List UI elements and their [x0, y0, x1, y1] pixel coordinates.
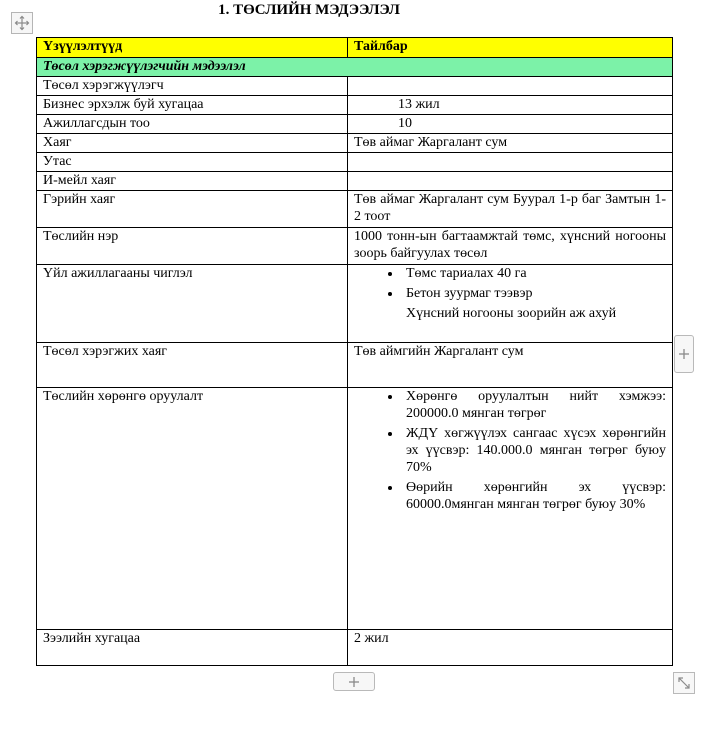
- section-title: 1. ТӨСЛИЙН МЭДЭЭЛЭЛ: [218, 2, 400, 18]
- list-item-continuation: Хүнсний ногооны зоорийн аж ахуй: [406, 306, 617, 321]
- table-row: [37, 343, 673, 388]
- header-description[interactable]: Тайлбар: [348, 38, 673, 58]
- row-label[interactable]: И-мейл хаяг: [37, 172, 348, 191]
- plus-icon: [678, 348, 690, 360]
- table-row: [37, 191, 673, 228]
- list-item: • ЖДҮ хөгжүүлэх сангаас хүсэх хөрөнгийн эх үүсвэр: 140.000.0 мянган төгрөг буюу 70%: [402, 425, 666, 476]
- row-label[interactable]: Төслийн нэр: [37, 228, 348, 265]
- row-label[interactable]: Утас: [37, 153, 348, 172]
- list-item: • Төмс тариалах 40 га: [402, 265, 666, 282]
- list-item: • Бетон зуурмаг тээвэр: [402, 285, 666, 302]
- row-value[interactable]: 10: [348, 115, 673, 134]
- row-label[interactable]: Ажиллагсдын тоо: [37, 115, 348, 134]
- row-value[interactable]: 2 жил: [348, 630, 673, 666]
- bullet-list: [354, 388, 666, 513]
- list-item: • Хөрөнгө оруулалтын нийт хэмжээ: 200000.0 мянган төгрөг: [402, 388, 666, 422]
- row-value[interactable]: 13 жил: [348, 96, 673, 115]
- table-row: [37, 228, 673, 265]
- row-value[interactable]: [348, 172, 673, 191]
- add-row-button[interactable]: [333, 672, 375, 691]
- row-label[interactable]: Хаяг: [37, 134, 348, 153]
- row-value[interactable]: [348, 265, 673, 343]
- table-section-row: [37, 58, 673, 77]
- row-value[interactable]: 1000 тонн-ын багтаамжтай төмс, хүнсний ногооны зоорь байгуулах төсөл: [348, 228, 673, 265]
- list-item: • Өөрийн хөрөнгийн эх үүсвэр: 60000.0мянган мянган төгрөг буюу 30%: [402, 479, 666, 513]
- plus-icon: [348, 676, 360, 688]
- table-row: [37, 115, 673, 134]
- table-resize-handle[interactable]: [673, 672, 695, 694]
- table-row: [37, 172, 673, 191]
- row-value[interactable]: Төв аймаг Жаргалант сум: [348, 134, 673, 153]
- bullet-list: [354, 265, 666, 322]
- row-label[interactable]: Төслийн хөрөнгө оруулалт: [37, 388, 348, 630]
- diagonal-resize-icon: [677, 676, 691, 690]
- table-row: [37, 96, 673, 115]
- section-implementer-info[interactable]: Төсөл хэрэгжүүлэгчийн мэдээлэл: [37, 58, 673, 77]
- row-label[interactable]: Гэрийн хаяг: [37, 191, 348, 228]
- row-value[interactable]: [348, 388, 673, 630]
- row-value[interactable]: Төв аймгийн Жаргалант сум: [348, 343, 673, 388]
- table-row: [37, 153, 673, 172]
- row-label[interactable]: Үйл ажиллагааны чиглэл: [37, 265, 348, 343]
- table-header-row: [37, 38, 673, 58]
- row-label[interactable]: Зээлийн хугацаа: [37, 630, 348, 666]
- table-row: [37, 77, 673, 96]
- row-value[interactable]: [348, 153, 673, 172]
- project-info-table[interactable]: [36, 37, 673, 666]
- table-row: [37, 134, 673, 153]
- row-label[interactable]: Төсөл хэрэгжүүлэгч: [37, 77, 348, 96]
- table-row: [37, 265, 673, 343]
- row-label[interactable]: Бизнес эрхэлж буй хугацаа: [37, 96, 348, 115]
- row-value[interactable]: [348, 77, 673, 96]
- row-value[interactable]: Төв аймаг Жаргалант сум Буурал 1-р баг Замтын 1-2 тоот: [348, 191, 673, 228]
- row-label[interactable]: Төсөл хэрэгжих хаяг: [37, 343, 348, 388]
- header-indicators[interactable]: Үзүүлэлтүүд: [37, 38, 348, 58]
- table-row: [37, 630, 673, 666]
- table-row: [37, 388, 673, 630]
- add-column-button[interactable]: [674, 335, 694, 373]
